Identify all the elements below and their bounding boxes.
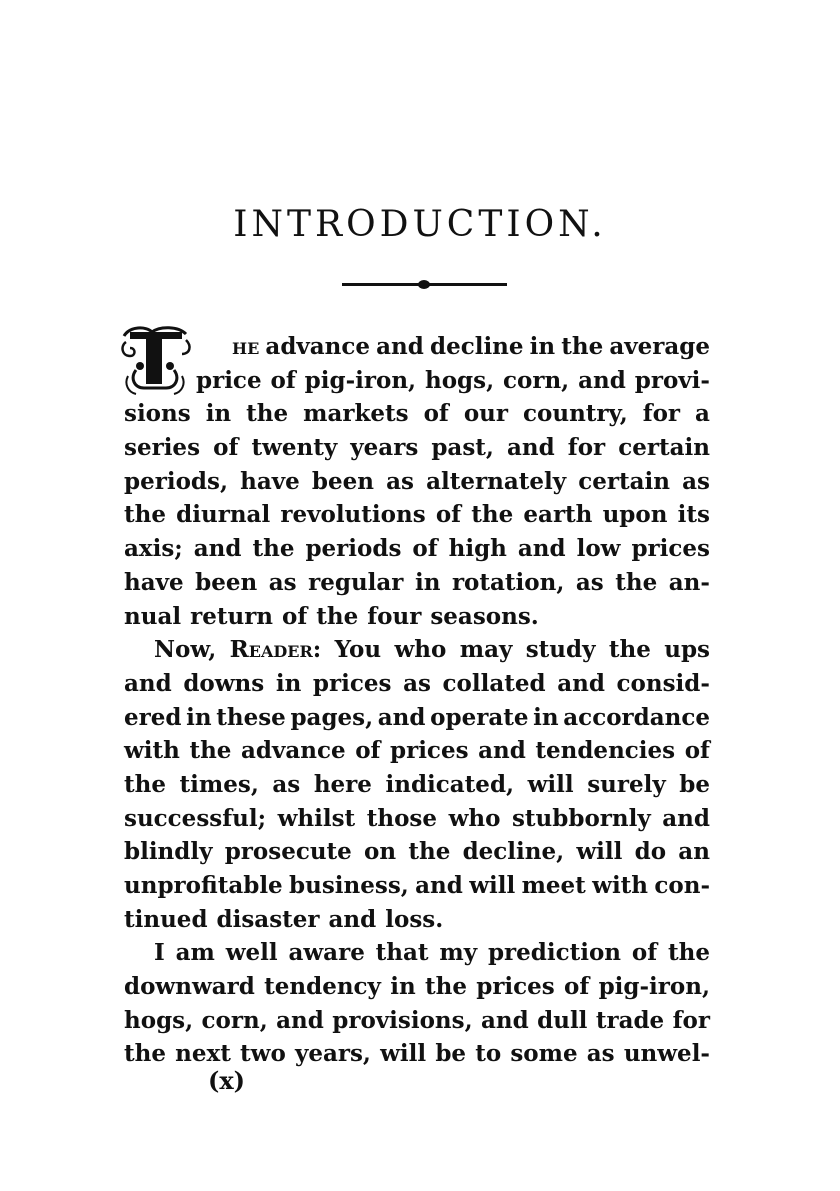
word: ups	[664, 636, 710, 664]
word: been	[195, 568, 258, 596]
word: unwel-	[623, 1040, 710, 1068]
word: he	[232, 333, 260, 360]
text-line	[124, 330, 710, 364]
word: of	[564, 973, 590, 1001]
word: of	[435, 501, 462, 529]
word: who	[448, 804, 501, 832]
word: will	[469, 872, 516, 899]
word: loss.	[385, 905, 444, 933]
word: of	[684, 737, 710, 765]
word: the	[124, 770, 166, 798]
word: earth	[523, 501, 593, 529]
word: Now,	[154, 636, 217, 664]
text-line	[124, 397, 710, 431]
word: our	[463, 400, 509, 428]
word: collated	[442, 669, 546, 697]
word: as	[272, 770, 301, 798]
word: aware	[288, 939, 365, 967]
word: am	[175, 939, 215, 967]
word: that	[375, 939, 429, 967]
text-line	[124, 869, 710, 903]
text-line	[124, 802, 710, 836]
page-number: (x)	[208, 1066, 246, 1095]
word: as	[586, 1040, 615, 1068]
word: of	[282, 602, 308, 630]
word: price	[196, 366, 262, 394]
word: consid-	[616, 669, 710, 697]
word: regular	[308, 568, 404, 596]
word: decline,	[462, 838, 565, 866]
word: prices	[631, 535, 710, 563]
word: Reader:	[229, 636, 322, 664]
introduction-text	[116, 322, 710, 1071]
word: revolutions	[280, 501, 426, 529]
word: of	[412, 535, 438, 563]
word: the	[124, 501, 166, 529]
word: years,	[294, 1040, 371, 1068]
word: and	[578, 366, 626, 394]
word: will	[380, 1040, 427, 1068]
word: do	[634, 838, 667, 866]
word: advance	[265, 333, 371, 360]
text-line	[124, 835, 710, 869]
word: an-	[668, 568, 710, 596]
word: the	[471, 501, 514, 529]
word: in	[533, 703, 559, 731]
text-line	[124, 903, 710, 937]
text-line	[124, 532, 710, 566]
word: periods	[305, 535, 402, 563]
word: some	[510, 1040, 578, 1068]
word: those	[366, 804, 438, 832]
ornamental-dropcap-icon	[116, 322, 194, 400]
word: of	[270, 366, 296, 394]
word: markets	[303, 400, 409, 428]
word: tendencies	[535, 737, 676, 765]
word: in	[390, 973, 416, 1001]
word: the	[424, 973, 467, 1001]
word: stubbornly	[511, 804, 651, 832]
word: meet	[521, 872, 586, 899]
word: in	[186, 703, 212, 731]
word: on	[364, 838, 397, 866]
word: prices	[312, 669, 392, 697]
text-line	[124, 701, 710, 735]
word: twenty	[251, 434, 338, 462]
text-line	[124, 566, 710, 600]
word: past,	[431, 434, 494, 462]
word: dull	[537, 1006, 588, 1034]
word: for	[642, 400, 681, 428]
word: axis;	[124, 535, 183, 563]
word: and	[124, 669, 172, 697]
page-title: INTRODUCTION.	[233, 204, 607, 245]
word: to	[475, 1040, 502, 1068]
word: four	[367, 602, 422, 630]
word: the	[667, 939, 710, 967]
word: alternately	[426, 467, 567, 495]
text-line	[124, 768, 710, 802]
word: pages,	[290, 703, 374, 731]
word: years	[350, 434, 419, 462]
word: accordance	[563, 703, 710, 731]
word: pig-iron,	[304, 366, 417, 394]
word: my	[439, 939, 478, 967]
word: prediction	[487, 939, 622, 967]
word: may	[459, 636, 513, 664]
word: I	[154, 939, 165, 967]
word: operate	[430, 703, 529, 731]
word: upon	[602, 501, 668, 529]
word: have	[240, 467, 300, 495]
word: the	[246, 400, 289, 428]
word: the	[316, 602, 359, 630]
word: two	[240, 1040, 286, 1068]
word: of	[423, 400, 449, 428]
word: disaster	[216, 905, 320, 933]
word: provisions,	[332, 1006, 473, 1034]
word: with	[124, 737, 180, 765]
word: be	[435, 1040, 467, 1068]
word: periods,	[124, 467, 228, 495]
word: for	[567, 434, 606, 462]
word: an	[678, 838, 710, 866]
text-line	[124, 667, 710, 701]
word: tendency	[264, 973, 381, 1001]
word: the	[124, 1040, 166, 1068]
word: whilst	[277, 804, 356, 832]
text-line	[124, 970, 710, 1004]
word: for	[672, 1006, 710, 1034]
word: corn,	[201, 1006, 268, 1034]
word: and	[415, 872, 463, 899]
word: blindly	[124, 838, 213, 866]
word: and	[328, 905, 377, 933]
text-line	[124, 600, 710, 634]
word: prices	[390, 737, 469, 765]
word: as	[575, 568, 604, 596]
word: high	[448, 535, 507, 563]
word: well	[225, 939, 278, 967]
word: prices	[476, 973, 555, 1001]
word: business,	[289, 872, 409, 899]
text-lines	[124, 330, 710, 1071]
text-line	[124, 734, 710, 768]
word: and	[517, 535, 566, 563]
word: in	[275, 669, 302, 697]
word: seasons.	[430, 602, 539, 630]
word: and	[376, 333, 424, 360]
word: surely	[587, 770, 666, 798]
text-line	[124, 364, 710, 398]
word: and	[507, 434, 555, 462]
word: here	[313, 770, 372, 798]
word: the	[608, 636, 651, 664]
word: as	[403, 669, 431, 697]
word: next	[175, 1040, 231, 1068]
word: and	[377, 703, 426, 731]
word: downward	[124, 973, 255, 1001]
word: in	[529, 333, 556, 360]
word: with	[592, 872, 649, 899]
word: rotation,	[451, 568, 565, 596]
text-line	[124, 465, 710, 499]
word: of	[631, 939, 658, 967]
word: in	[414, 568, 441, 596]
word: and	[557, 669, 605, 697]
word: con-	[654, 872, 710, 899]
word: average	[609, 333, 710, 360]
word: the	[408, 838, 451, 866]
word: decline	[429, 333, 524, 360]
word: unprofitable	[124, 872, 283, 899]
title-rule-ornament	[418, 280, 430, 289]
word: the	[252, 535, 295, 563]
word: successful;	[124, 804, 267, 832]
word: the	[189, 737, 232, 765]
word: certain	[578, 467, 670, 495]
word: country,	[523, 400, 628, 428]
word: study	[525, 636, 596, 664]
word: these	[216, 703, 286, 731]
word: advance	[241, 737, 346, 765]
word: and	[662, 804, 710, 832]
dropcap-letter: T	[116, 322, 117, 323]
word: certain	[618, 434, 710, 462]
text-line	[124, 1004, 710, 1038]
word: hogs,	[124, 1006, 194, 1034]
word: downs	[183, 669, 265, 697]
word: in	[205, 400, 232, 428]
text-line	[124, 936, 710, 970]
word: times,	[179, 770, 259, 798]
word: as	[682, 467, 710, 495]
word: diurnal	[176, 501, 271, 529]
word: its	[677, 501, 710, 529]
word: series	[124, 434, 201, 462]
word: the	[561, 333, 604, 360]
word: low	[576, 535, 621, 563]
word: provi-	[634, 366, 710, 394]
word: been	[311, 467, 374, 495]
text-line	[124, 498, 710, 532]
word: trade	[595, 1006, 665, 1034]
word: of	[213, 434, 239, 462]
word: as	[386, 467, 414, 495]
word: pig-iron,	[598, 973, 710, 1001]
word: You	[334, 636, 382, 664]
word: nual	[124, 602, 182, 630]
word: will	[527, 770, 574, 798]
word: return	[190, 602, 274, 630]
word: and	[276, 1006, 324, 1034]
word: prosecute	[224, 838, 352, 866]
word: sions	[124, 400, 191, 428]
word: and	[478, 737, 526, 765]
word: of	[355, 737, 381, 765]
word: hogs,	[424, 366, 495, 394]
word: ered	[124, 703, 182, 731]
text-line	[124, 633, 710, 667]
word: have	[124, 568, 184, 596]
word: who	[394, 636, 447, 664]
text-line	[124, 431, 710, 465]
word: be	[679, 770, 710, 798]
word: as	[268, 568, 297, 596]
word: and	[481, 1006, 529, 1034]
word: will	[576, 838, 623, 866]
word: and	[193, 535, 242, 563]
word: a	[695, 400, 710, 428]
word: the	[615, 568, 658, 596]
word: tinued	[124, 905, 208, 933]
word: corn,	[503, 366, 570, 394]
word: indicated,	[385, 770, 515, 798]
